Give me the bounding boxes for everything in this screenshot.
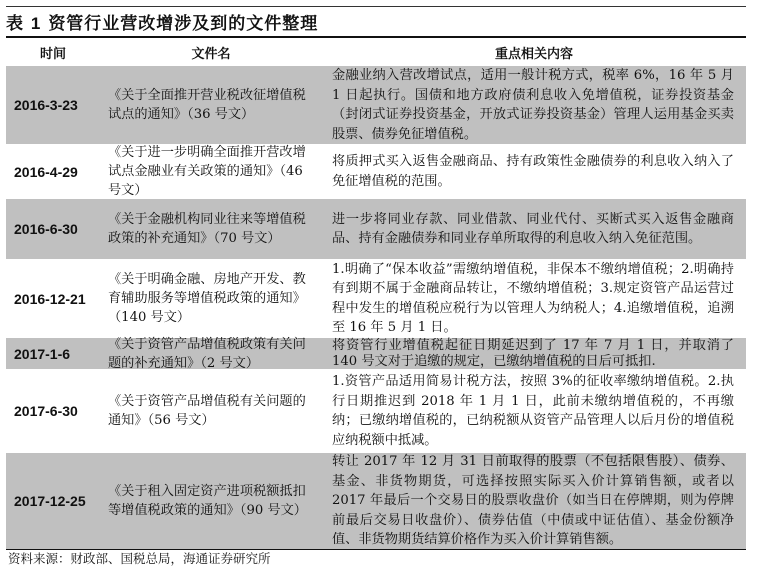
row-content: 1.资管产品适用简易计税方法，按照 3%的征收率缴纳增值税。2.执行日期推迟到 2018 年 1 月 1 日，此前未缴纳增值税的，不再缴纳；已缴纳增值税的，已纳税额从资管产品管理人以后月份的增值税应纳税额中抵减。 <box>332 374 734 448</box>
header-date: 时间 <box>39 46 66 62</box>
row-doc: 《关于金融机构同业往来等增值税政策的补充通知》（70 号文） <box>108 212 306 246</box>
row-content: 转让 2017 年 12 月 31 日前取得的股票（不包括限售股）、债券、基金、非货物期货，可选择按照实际买入价计算销售额，或者以 2017 年最后一个交易日的股票收盘价（如当日在停牌期，则为停牌前最后交易日收盘价）、债券估值（中债或中证估值）、基金份额净值、非货物期货结算价格作为买入价计算销售额。 <box>332 454 734 548</box>
title-number: 1 <box>30 14 42 33</box>
table-row <box>6 338 746 369</box>
header-content: 重点相关内容 <box>494 46 573 62</box>
table-row <box>6 199 746 259</box>
row-content: 1.明确了“保本收益”需缴纳增值税，非保本不缴纳增值税；2.明确持有到期不属于金融商品转让，不缴纳增值税；3.规定资管产品运营过程中发生的增值税应税行为以管理人为纳税人；4.追缴增值税，追溯至 16 年 5 月 1 日。 <box>332 261 734 335</box>
table-title <box>6 9 318 34</box>
source-note: 资料来源：财政部、国税总局，海通证券研究所 <box>8 551 271 566</box>
table-row <box>6 453 746 549</box>
title-text: 资管行业营改增涉及到的文件整理 <box>48 14 319 34</box>
row-date: 2016-3-23 <box>14 97 78 113</box>
table-row <box>6 66 746 144</box>
row-doc: 《关于租入固定资产进项税额抵扣等增值税政策的通知》（90 号文） <box>108 484 307 518</box>
row-content: 进一步将同业存款、同业借款、同业代付、买断式买入返售金融商品、持有金融债券和同业存单所取得的利息收入纳入免征范围。 <box>332 211 734 246</box>
row-doc: 《关于全面推开营业税改征增值税试点的通知》（36 号文） <box>108 88 306 122</box>
title-prefix: 表 <box>6 14 24 34</box>
row-content: 将资管行业增值税起征日期延迟到了 17 年 7 月 1 日，并取消了 140 号文对于追缴的规定，已缴纳增值税的日后可抵扣. <box>332 337 734 369</box>
row-content: 金融业纳入营改增试点，适用一般计税方式，税率 6%，16 年 5 月 1 日起执行。国债和地方政府债利息收入免增值税，证券投资基金（封闭式证券投资基金，开放式证券投资基金）管理人运用基金买卖股票、债券免征增值税。 <box>332 68 734 142</box>
row-date: 2016-6-30 <box>14 221 78 237</box>
table-row <box>6 369 746 453</box>
row-date: 2017-1-6 <box>14 345 71 362</box>
row-doc: 《关于明确金融、房地产开发、教育辅助服务等增值税政策的通知》（140 号文） <box>108 272 306 325</box>
row-doc: 《关于资管产品增值税有关问题的通知》（56 号文） <box>108 394 306 428</box>
row-date: 2016-12-21 <box>14 290 86 307</box>
table-header <box>6 38 746 66</box>
policy-table <box>6 36 746 550</box>
row-date: 2016-4-29 <box>14 163 78 180</box>
row-date: 2017-6-30 <box>14 403 78 419</box>
row-content: 将质押式买入返售金融商品、持有政策性金融债券的利息收入纳入了免征增值税的范围。 <box>332 154 734 189</box>
row-date: 2017-12-25 <box>14 493 86 509</box>
row-doc: 《关于进一步明确全面推开营改增试点金融业有关政策的通知》（46 号文） <box>108 145 306 198</box>
row-doc: 《关于资管产品增值税政策有关问题的补充通知》（2 号文） <box>108 336 306 371</box>
table-row <box>6 144 746 199</box>
header-doc: 文件名 <box>191 46 231 62</box>
top-rule <box>6 6 746 7</box>
table-row <box>6 259 746 338</box>
